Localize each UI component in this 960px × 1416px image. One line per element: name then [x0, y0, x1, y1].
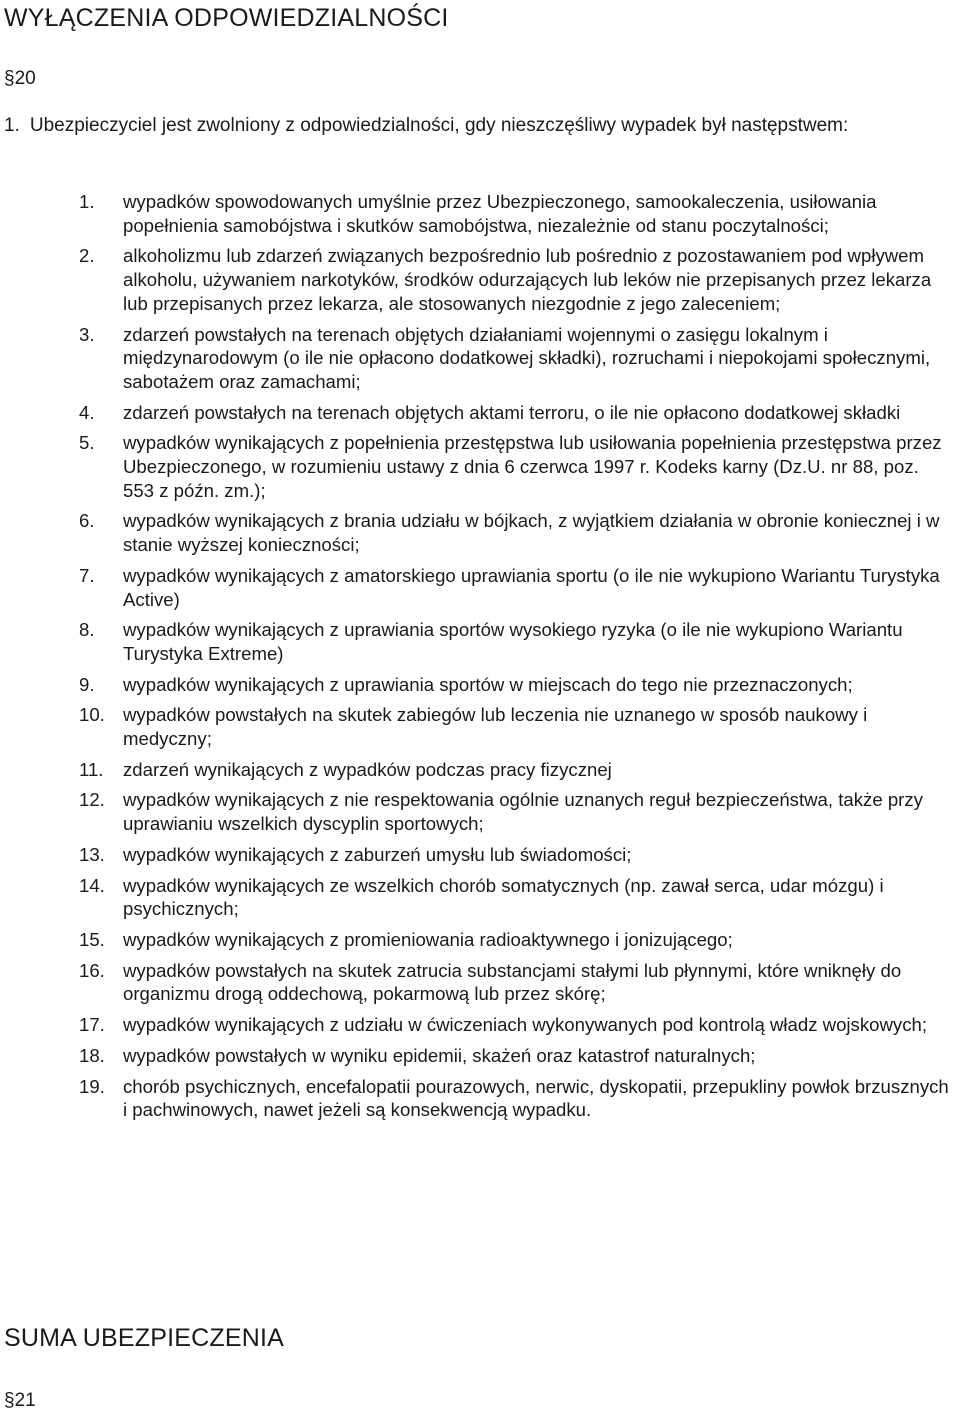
list-item	[0, 1013, 960, 1037]
list-item-number: 1.	[79, 191, 95, 212]
list-item	[0, 928, 960, 952]
list-item-number: 11.	[79, 758, 104, 780]
list-item	[0, 431, 960, 502]
list-item-text: zdarzeń powstałych na terenach objętych aktami terroru, o ile nie opłacono dodatkowej składki	[123, 401, 901, 423]
list-item-number: 15.	[79, 928, 105, 950]
list-item-number: 7.	[79, 564, 95, 586]
list-item	[0, 190, 960, 237]
list-item	[0, 244, 960, 315]
intro-paragraph	[4, 112, 956, 139]
list-item-text: wypadków powstałych w wyniku epidemii, skażeń oraz katastrof naturalnych;	[123, 1044, 756, 1066]
list-item-text: wypadków wynikających z uprawiania sportów wysokiego ryzyka (o ile nie wykupiono Wariantu Turystyka Extreme)	[123, 619, 903, 664]
list-item	[0, 788, 960, 835]
section-heading-sum: SUMA UBEZPIECZENIA	[4, 1324, 285, 1352]
list-item	[0, 1075, 960, 1122]
list-item-text: wypadków spowodowanych umyślnie przez Ubezpieczonego, samookaleczenia, usiłowania popełnienia samobójstwa i skutków samobójstwa, niezależnie od stanu poczytalności;	[123, 191, 877, 236]
list-item-number: 8.	[79, 619, 95, 641]
list-item	[0, 758, 960, 782]
list-item-number: 10.	[79, 704, 105, 726]
list-item-text: wypadków wynikających z uprawiania sportów w miejscach do tego nie przeznaczonych;	[123, 673, 853, 695]
list-item-number: 18.	[79, 1044, 105, 1066]
list-item-text: wypadków wynikających z nie respektowania ogólnie uznanych reguł bezpieczeństwa, także przy uprawianiu wszelkich dyscyplin sportowych;	[123, 789, 923, 835]
list-item-text: wypadków wynikających z udziału w ćwiczeniach wykonywanych pod kontrolą władz wojskowych;	[123, 1014, 928, 1036]
intro-text: Ubezpieczyciel jest zwolniony z odpowiedzialności, gdy nieszczęśliwy wypadek był następstwem:	[29, 115, 849, 136]
list-item	[0, 703, 960, 750]
list-item-text: wypadków wynikających z promieniowania radioaktywnego i jonizującego;	[123, 928, 733, 950]
exclusions-list	[0, 190, 960, 1129]
list-item-text: wypadków wynikających z amatorskiego uprawiania sportu (o ile nie wykupiono Wariantu Turystyka Active)	[123, 564, 940, 610]
list-item-number: 13.	[79, 843, 105, 865]
intro-number: 1.	[4, 115, 20, 136]
list-item-number: 19.	[79, 1075, 105, 1097]
list-item-text: wypadków powstałych na skutek zatrucia substancjami stałymi lub płynnymi, które wniknęły do organizmu drogą oddechową, pokarmową lub przez skórę;	[123, 959, 902, 1005]
list-item-number: 16.	[79, 959, 105, 981]
list-item-text: wypadków powstałych na skutek zabiegów lub leczenia nie uznanego w sposób naukowy i medyczny;	[123, 704, 868, 750]
list-item	[0, 874, 960, 921]
list-item	[0, 843, 960, 867]
list-item-text: wypadków wynikających z brania udziału w bójkach, z wyjątkiem działania w obronie koniecznej i w stanie wyższej konieczności;	[123, 510, 940, 556]
list-item-text: wypadków wynikających z popełnienia przestępstwa lub usiłowania popełnienia przestępstwa przez Ubezpieczonego, w rozumieniu ustawy z dnia 6 czerwca 1997 r. Kodeks karny (Dz.U. nr 88, poz. 553 z późn. zm.);	[123, 432, 942, 501]
list-item-number: 5.	[79, 432, 95, 454]
list-item	[0, 618, 960, 665]
section-number-20: §20	[4, 68, 36, 89]
section-number-21: §21	[4, 1390, 36, 1411]
list-item-number: 17.	[79, 1014, 105, 1036]
list-item-number: 3.	[79, 323, 95, 345]
list-item	[0, 401, 960, 425]
list-item-text: zdarzeń powstałych na terenach objętych działaniami wojennymi o zasięgu lokalnym i międzynarodowym (o ile nie opłacono dodatkowej składki), rozruchami i niepokojami społecznymi, sabotażem oraz zamachami;	[123, 323, 931, 392]
list-item	[0, 509, 960, 556]
list-item-text: chorób psychicznych, encefalopatii pourazowych, nerwic, dyskopatii, przepukliny powłok brzusznych i pachwinowych, nawet jeżeli są konsekwencją wypadku.	[123, 1075, 949, 1121]
list-item-text: zdarzeń wynikających z wypadków podczas pracy fizycznej	[123, 758, 612, 780]
list-item-number: 9.	[79, 673, 95, 695]
list-item	[0, 323, 960, 394]
list-item	[0, 564, 960, 611]
list-item	[0, 673, 960, 697]
list-item-number: 14.	[79, 874, 105, 896]
section-heading-exclusions: WYŁĄCZENIA ODPOWIEDZIALNOŚCI	[4, 4, 449, 32]
list-item-text: wypadków wynikających ze wszelkich chorób somatycznych (np. zawał serca, udar mózgu) i psychicznych;	[123, 874, 884, 920]
list-item-number: 4.	[79, 401, 95, 423]
list-item	[0, 1044, 960, 1068]
list-item-number: 2.	[79, 245, 95, 267]
list-item-text: wypadków wynikających z zaburzeń umysłu lub świadomości;	[123, 843, 632, 865]
list-item	[0, 959, 960, 1006]
list-item-number: 6.	[79, 510, 95, 532]
list-item-number: 12.	[79, 789, 105, 811]
list-item-text: alkoholizmu lub zdarzeń związanych bezpośrednio lub pośrednio z pozostawaniem pod wpływem alkoholu, używaniem narkotyków, środków odurzających lub leków nie przepisanych przez lekarza lub przepisanych przez lekarza, ale stosowanych niezgodnie z jego zaleceniem;	[123, 245, 932, 314]
